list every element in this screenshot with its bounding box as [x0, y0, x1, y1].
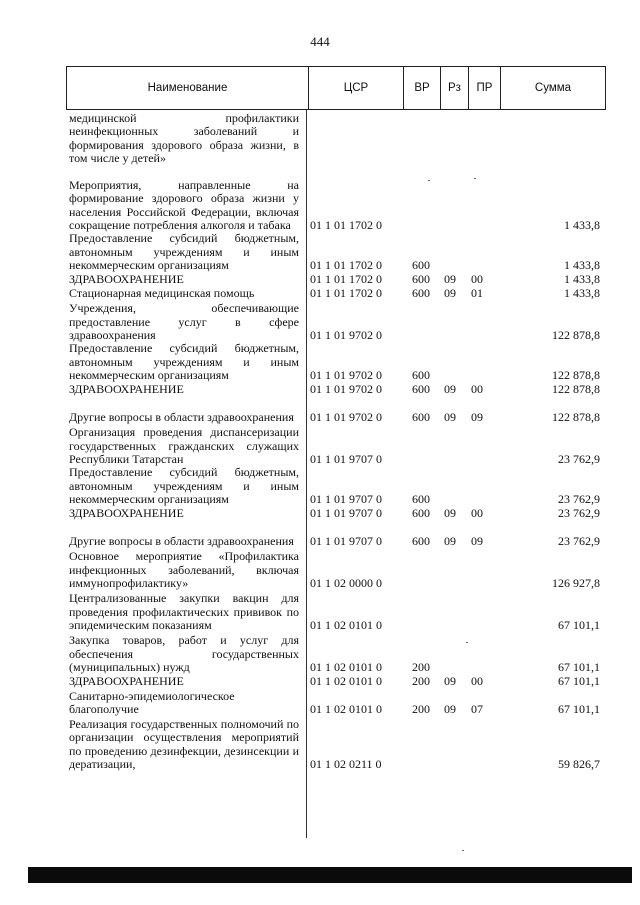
row-csr: 01 1 01 9702 0 [310, 381, 382, 396]
row-vr: 600 [412, 367, 430, 382]
scan-speck [474, 178, 476, 179]
row-name: Учреждения, обеспечивающие предоставление услуг в сфере здравоохранения [69, 301, 299, 342]
row-csr: 01 1 01 9702 0 [310, 367, 382, 382]
row-vr: 600 [412, 533, 430, 548]
header-name: Наименование [147, 82, 228, 94]
row-name: Централизованные закупки вакцин для проведения профилактических прививок по эпидемическим показаниям [69, 591, 299, 632]
scan-edge-bar [28, 867, 632, 883]
row-sum: 59 826,7 [558, 756, 600, 771]
row-vr: 600 [412, 491, 430, 506]
row-vr: 600 [412, 409, 430, 424]
page-number: 444 [310, 34, 330, 49]
row-sum: 67 101,1 [558, 673, 600, 688]
row-rz: 09 [444, 271, 456, 286]
row-csr: 01 1 02 0101 0 [310, 701, 382, 716]
row-rz: 09 [444, 381, 456, 396]
row-vr: 600 [412, 381, 430, 396]
table-row [66, 424, 606, 466]
scan-speck [428, 180, 430, 181]
row-sum: 1 433,8 [564, 271, 600, 286]
row-csr: 01 1 01 9707 0 [310, 491, 382, 506]
row-csr: 01 1 01 9707 0 [310, 505, 382, 520]
row-pr: 00 [471, 673, 483, 688]
row-name: Основное мероприятие «Профилактика инфекционных заболеваний, включая иммунопрофилактику» [69, 549, 299, 590]
row-sum: 1 433,8 [564, 257, 600, 272]
row-vr: 200 [412, 673, 430, 688]
row-name: медицинской профилактики неинфекционных заболеваний и формирования здорового образа жизни, в том числе у детей» [69, 111, 299, 165]
row-name: Стационарная медицинская помощь [69, 285, 255, 300]
table-row [66, 112, 606, 165]
row-sum: 23 762,9 [558, 491, 600, 506]
row-csr: 01 1 02 0211 0 [310, 756, 382, 771]
row-name: Реализация государственных полномочий по организации осуществления мероприятий по проведению дезинфекции, дезинсекции и дератизации, [69, 717, 299, 771]
row-rz: 09 [444, 285, 456, 300]
row-sum: 122 878,8 [552, 367, 600, 382]
table-row [66, 382, 606, 396]
row-vr: 600 [412, 505, 430, 520]
row-sum: 122 878,8 [552, 381, 600, 396]
row-sum: 23 762,9 [558, 505, 600, 520]
table-header [66, 66, 606, 110]
table-row [66, 548, 606, 590]
row-vr: 200 [412, 659, 430, 674]
row-csr: 01 1 02 0101 0 [310, 673, 382, 688]
row-csr: 01 1 02 0101 0 [310, 659, 382, 674]
table-row [66, 232, 606, 272]
row-sum: 126 927,8 [552, 575, 600, 590]
row-csr: 01 1 01 9707 0 [310, 451, 382, 466]
row-sum: 23 762,9 [558, 533, 600, 548]
row-pr: 07 [471, 701, 483, 716]
row-vr: 600 [412, 271, 430, 286]
row-rz: 09 [444, 533, 456, 548]
row-sum: 122 878,8 [552, 327, 600, 342]
scan-speck [462, 850, 464, 851]
row-pr: 00 [471, 381, 483, 396]
row-rz: 09 [444, 409, 456, 424]
row-pr: 00 [471, 271, 483, 286]
row-csr: 01 1 01 9707 0 [310, 533, 382, 548]
row-sum: 67 101,1 [558, 659, 600, 674]
table-row [66, 286, 606, 300]
table-row [66, 716, 606, 771]
row-name: ЗДРАВООХРАНЕНИЕ [69, 673, 184, 688]
header-vr: ВР [403, 67, 440, 109]
row-csr: 01 1 02 0000 0 [310, 575, 382, 590]
row-rz: 09 [444, 701, 456, 716]
row-csr: 01 1 02 0101 0 [310, 617, 382, 632]
scan-speck [466, 642, 468, 643]
header-csr: ЦСР [308, 67, 403, 109]
row-name: Предоставление субсидий бюджетным, автономным учреждениям и иным некоммерческим организациям [69, 231, 299, 272]
table-row [66, 300, 606, 342]
row-csr: 01 1 01 1702 0 [310, 271, 382, 286]
header-rz: Рз [440, 67, 468, 109]
header-pr: ПР [468, 67, 500, 109]
table-row [66, 506, 606, 520]
table-row [66, 466, 606, 506]
row-pr: 09 [471, 409, 483, 424]
row-vr: 600 [412, 285, 430, 300]
table-row [66, 342, 606, 382]
row-csr: 01 1 01 1702 0 [310, 257, 382, 272]
table-row [66, 272, 606, 286]
row-name: Санитарно-эпидемиологическое благополучие [69, 688, 235, 716]
row-csr: 01 1 01 1702 0 [310, 217, 382, 232]
row-pr: 01 [471, 285, 483, 300]
row-sum: 67 101,1 [558, 701, 600, 716]
row-name: Другие вопросы в области здравоохранения [69, 409, 294, 424]
row-pr: 09 [471, 533, 483, 548]
row-csr: 01 1 01 9702 0 [310, 327, 382, 342]
table-row [66, 396, 606, 424]
row-name: Закупка товаров, работ и услуг для обеспечения государственных (муниципальных) нужд [69, 633, 299, 674]
row-vr: 600 [412, 257, 430, 272]
table-row [66, 688, 606, 716]
row-sum: 1 433,8 [564, 285, 600, 300]
row-rz: 09 [444, 505, 456, 520]
row-name: ЗДРАВООХРАНЕНИЕ [69, 381, 184, 396]
row-name: Организация проведения диспансеризации государственных гражданских служащих Республики Татарстан [69, 425, 299, 466]
row-sum: 67 101,1 [558, 617, 600, 632]
table-row [66, 520, 606, 548]
row-vr: 200 [412, 701, 430, 716]
row-pr: 00 [471, 505, 483, 520]
table-row [66, 590, 606, 632]
row-rz: 09 [444, 673, 456, 688]
row-sum: 23 762,9 [558, 451, 600, 466]
table-row [66, 632, 606, 674]
row-sum: 1 433,8 [564, 217, 600, 232]
row-name: Предоставление субсидий бюджетным, автономным учреждениям и иным некоммерческим организациям [69, 465, 299, 506]
row-sum: 122 878,8 [552, 409, 600, 424]
row-name: Предоставление субсидий бюджетным, автономным учреждениям и иным некоммерческим организациям [69, 341, 299, 382]
row-name: Другие вопросы в области здравоохранения [69, 533, 294, 548]
row-name: ЗДРАВООХРАНЕНИЕ [69, 271, 184, 286]
table-row [66, 165, 606, 232]
table-body [66, 112, 606, 771]
row-csr: 01 1 01 1702 0 [310, 285, 382, 300]
header-sum: Сумма [500, 67, 605, 109]
row-name: Мероприятия, направленные на формирование здорового образа жизни у населения Российской Федерации, включая сокращение потребления алкоголя и табака [69, 178, 299, 232]
table-row [66, 674, 606, 688]
row-name: ЗДРАВООХРАНЕНИЕ [69, 505, 184, 520]
row-csr: 01 1 01 9702 0 [310, 409, 382, 424]
